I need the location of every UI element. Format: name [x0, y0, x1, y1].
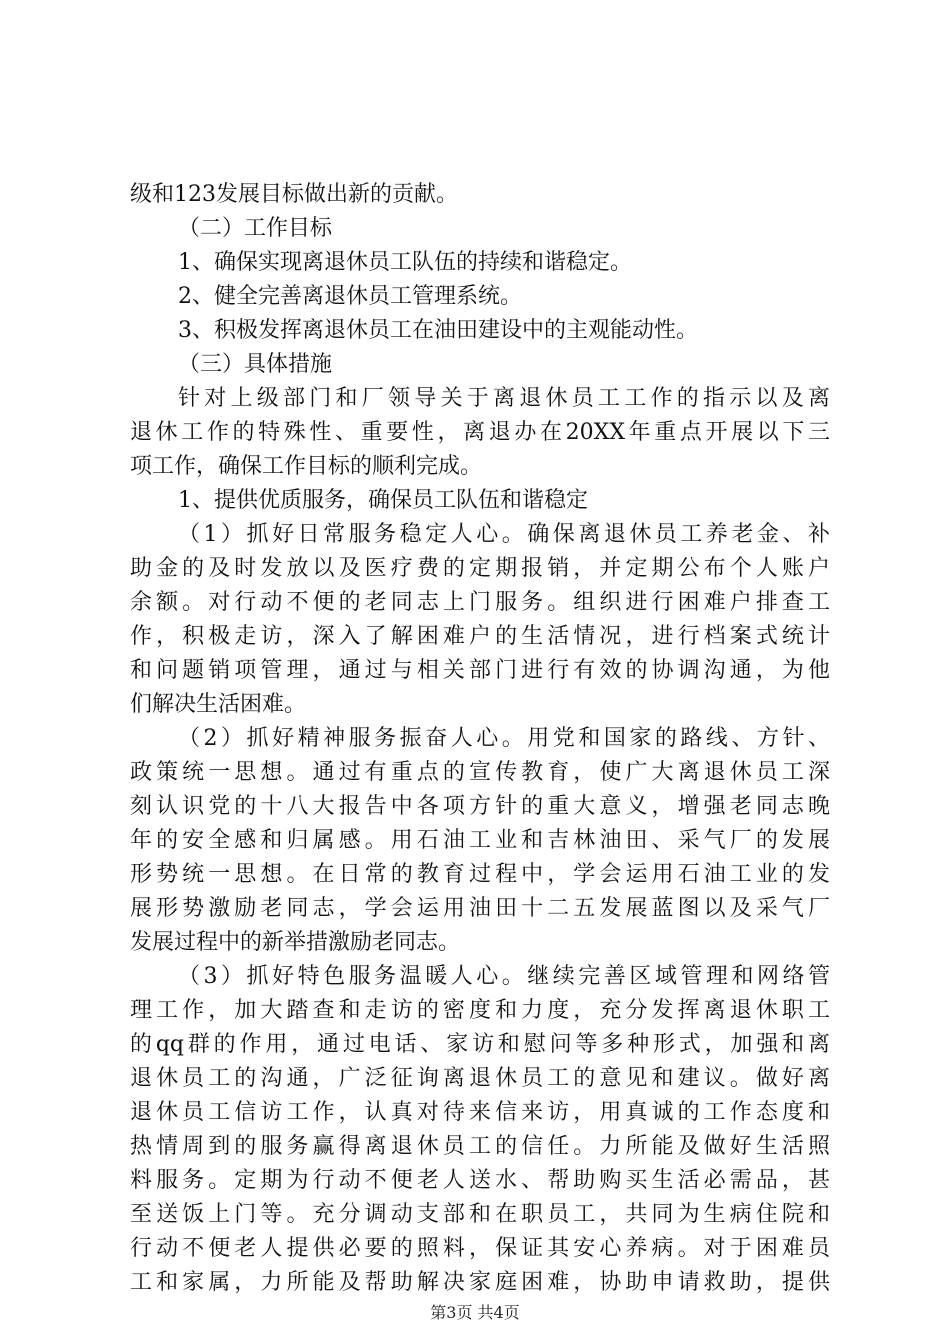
- list-item: 1、确保实现离退休员工队伍的持续和谐稳定。: [178, 250, 632, 275]
- text-line: 级和123发展目标做出新的贡献。: [130, 182, 458, 207]
- list-item: 2、健全完善离退休员工管理系统。: [178, 284, 522, 309]
- section-heading: （三）具体措施: [178, 352, 333, 377]
- text-line: 年的安全感和归属感。用石油工业和吉林油田、采气厂的发展: [130, 828, 830, 853]
- text-line: 的qq群的作用，通过电话、家访和慰问等多种形式，加强和离: [130, 1032, 830, 1057]
- text-line: 退休员工的沟通，广泛征询离退休员工的意见和建议。做好离: [130, 1066, 830, 1091]
- text-line: 刻认识党的十八大报告中各项方针的重大意义，增强老同志晚: [130, 794, 830, 819]
- text-line: 料服务。定期为行动不便老人送水、帮助购买生活必需品，甚: [130, 1168, 830, 1193]
- text-line: 工和家属，力所能及帮助解决家庭困难，协助申请救助，提供: [130, 1270, 830, 1295]
- text-line: 退休工作的特殊性、重要性，离退办在20XX年重点开展以下三: [130, 420, 830, 445]
- text-line: 助金的及时发放以及医疗费的定期报销，并定期公布个人账户: [130, 556, 830, 581]
- text-line: （1）抓好日常服务稳定人心。确保离退休员工养老金、补: [178, 522, 830, 547]
- text-line: 展形势激励老同志，学会运用油田十二五发展蓝图以及采气厂: [130, 896, 830, 921]
- text-line: 发展过程中的新举措激励老同志。: [130, 930, 461, 955]
- text-line: 作，积极走访，深入了解困难户的生活情况，进行档案式统计: [130, 624, 830, 649]
- text-line: （2）抓好精神服务振奋人心。用党和国家的路线、方针、: [178, 726, 830, 751]
- text-line: 理工作，加大踏查和走访的密度和力度，充分发挥离退休职工: [130, 998, 830, 1023]
- text-line: 余额。对行动不便的老同志上门服务。组织进行困难户排查工: [130, 590, 830, 615]
- text-line: 至送饭上门等。充分调动支部和在职员工，共同为生病住院和: [130, 1202, 830, 1227]
- text-line: 们解决生活困难。: [130, 692, 307, 717]
- text-line: 形势统一思想。在日常的教育过程中，学会运用石油工业的发: [130, 862, 830, 887]
- text-line: （3）抓好特色服务温暖人心。继续完善区域管理和网络管: [178, 964, 830, 989]
- text-line: 针对上级部门和厂领导关于离退休员工工作的指示以及离: [178, 386, 830, 411]
- text-line: 退休员工信访工作，认真对待来信来访，用真诚的工作态度和: [130, 1100, 830, 1125]
- text-line: 政策统一思想。通过有重点的宣传教育，使广大离退休员工深: [130, 760, 830, 785]
- subsection-heading: 1、提供优质服务，确保员工队伍和谐稳定: [178, 488, 588, 513]
- section-heading: （二）工作目标: [178, 216, 333, 241]
- text-line: 行动不便老人提供必要的照料，保证其安心养病。对于困难员: [130, 1236, 830, 1261]
- text-line: 项工作，确保工作目标的顺利完成。: [130, 454, 483, 479]
- page-number-footer: 第3页 共4页: [430, 1303, 520, 1322]
- text-line: 热情周到的服务赢得离退休员工的信任。力所能及做好生活照: [130, 1134, 830, 1159]
- text-line: 和问题销项管理，通过与相关部门进行有效的协调沟通，为他: [130, 658, 830, 683]
- list-item: 3、积极发挥离退休员工在油田建设中的主观能动性。: [178, 318, 698, 343]
